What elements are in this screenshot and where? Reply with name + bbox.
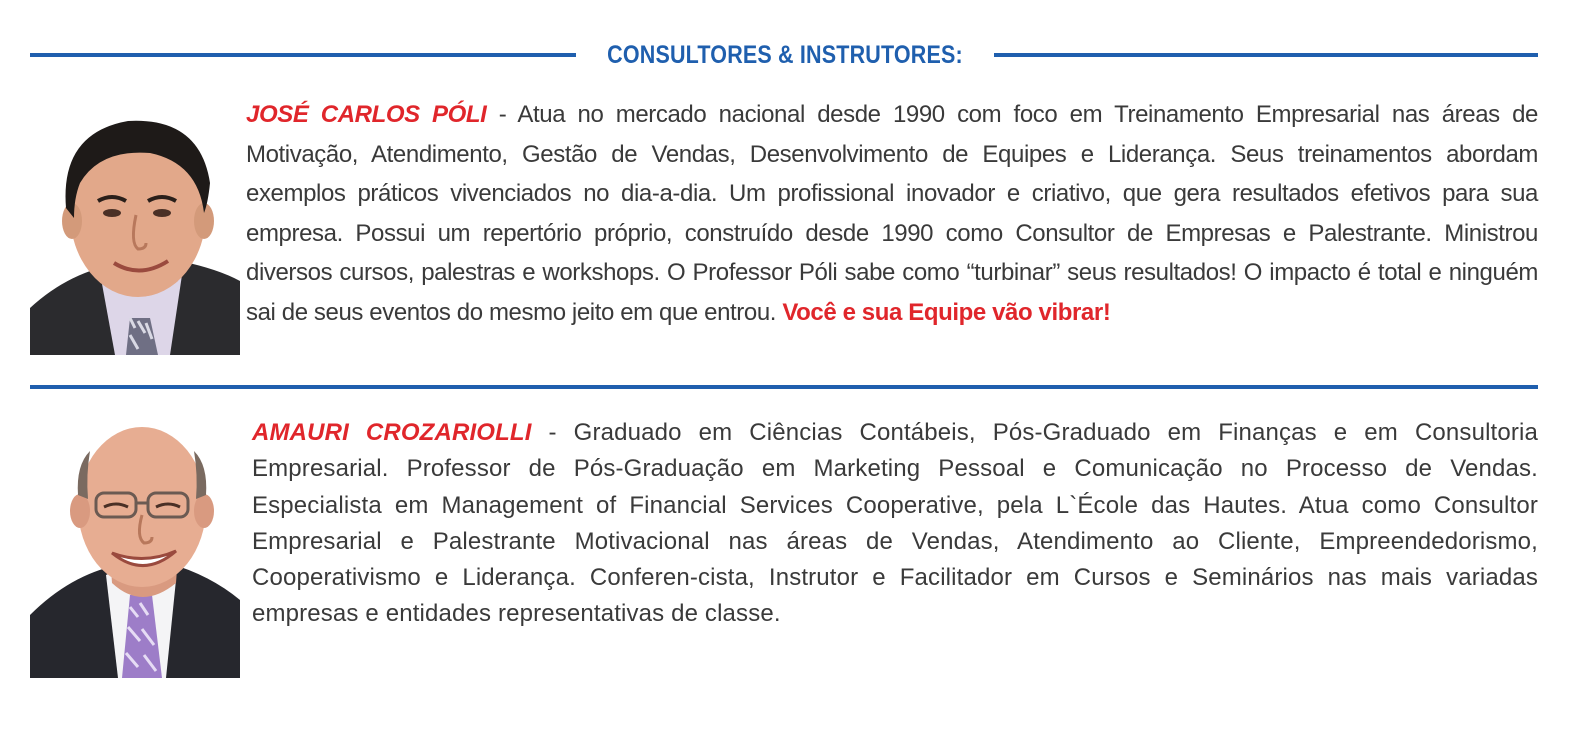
header-rule-right (994, 53, 1538, 57)
section-title: CONSULTORES & INSTRUTORES: (607, 41, 963, 69)
bio-text: Graduado em Ciências Contábeis, Pós-Graduado em Finanças e em Consultoria Empresarial. Professor de Pós-Graduação em Marketing Pessoal e Comunicação no Processo de Vendas. Especialista em Management of Financial Services Cooperative, pela L`École das Hautes. Atua como Consultor Empresarial e Palestrante Motivacional nas áreas de Vendas, Atendimento ao Cliente, Empreendedorismo, Cooperativismo e Liderança. Conferen-cista, Instrutor e Facilitador em Cursos e Seminários nas mais variadas empresas e entidades representativas de classe. (252, 419, 1538, 628)
profile-jose-carlos-poli (30, 95, 1538, 380)
bio-highlight: Você e sua Equipe vão vibrar! (782, 298, 1111, 326)
person-name: AMAURI CROZARIOLLI (252, 419, 532, 446)
portrait-amauri-crozariolli (30, 415, 240, 678)
bio-amauri-crozariolli (252, 415, 1538, 633)
section-divider (30, 385, 1538, 389)
name-separator: - (486, 101, 518, 128)
person-name: JOSÉ CARLOS PÓLI (246, 101, 487, 128)
bio-jose-carlos-poli (246, 95, 1538, 332)
portrait-jose-carlos-poli (30, 103, 240, 355)
section-header (30, 36, 1538, 76)
portrait-illustration (30, 103, 240, 355)
profile-amauri-crozariolli (30, 410, 1538, 685)
portrait-illustration (30, 415, 240, 678)
bio-text: Atua no mercado nacional desde 1990 com foco em Treinamento Empresarial nas áreas de Motivação, Atendimento, Gestão de Vendas, Desenvolvimento de Equipes e Liderança. Seus treinamentos abordam exemplos práticos vivenciados no dia-a-dia. Um profissional inovador e criativo, que gera resultados efetivos para sua empresa. Possui um repertório próprio, construído desde 1990 como Consultor de Empresas e Palestrante. Ministrou diversos cursos, palestras e workshops. O Professor Póli sabe como “turbinar” seus resultados! O impacto é total e ninguém sai de seus eventos do mesmo jeito em que entrou. (246, 101, 1538, 326)
name-separator: - (531, 419, 574, 446)
header-rule-left (30, 53, 576, 57)
